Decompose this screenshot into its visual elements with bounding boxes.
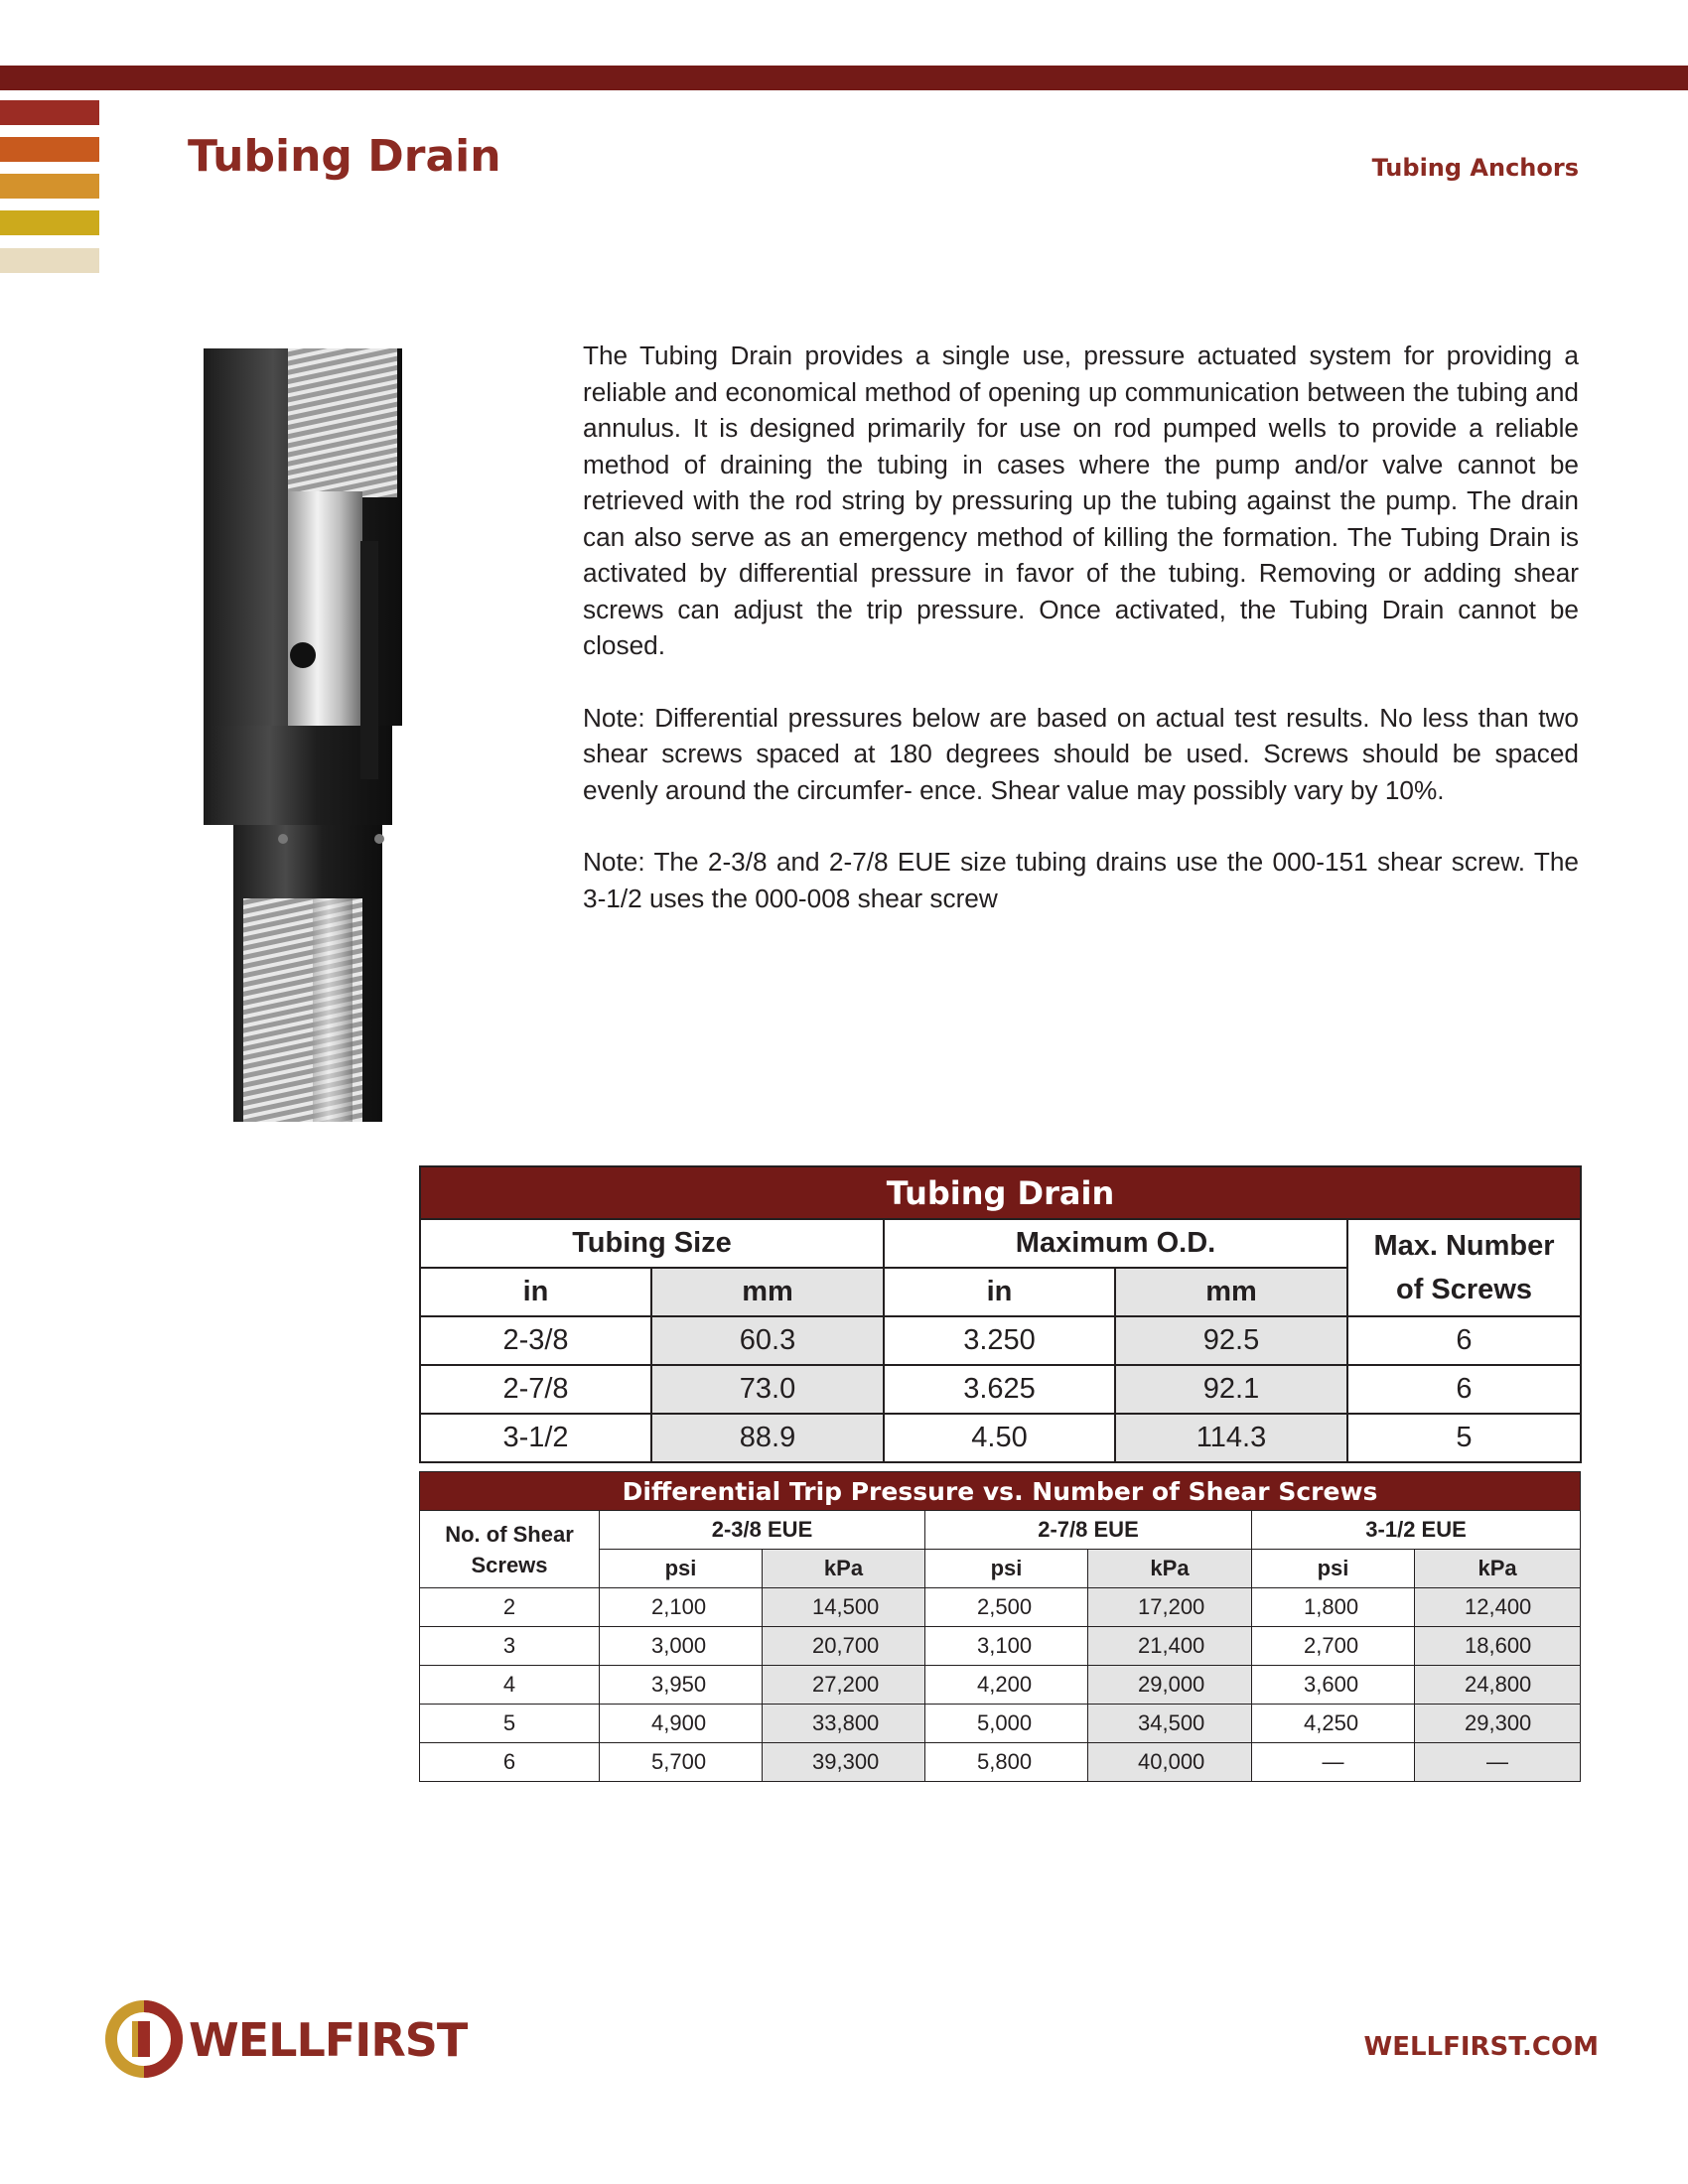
table-cell: 3.250	[884, 1316, 1115, 1365]
table-row	[420, 1365, 1581, 1414]
table-cell: 20,700	[763, 1627, 925, 1666]
brand-name: WELLFIRST	[189, 2013, 468, 2067]
table-row	[420, 1627, 1581, 1666]
table-cell: 3,100	[925, 1627, 1088, 1666]
column-group-header: Tubing Size	[420, 1219, 884, 1268]
table-cell: 92.1	[1115, 1365, 1347, 1414]
color-swatch	[0, 100, 99, 125]
table-cell: 5	[1347, 1414, 1581, 1462]
color-swatch	[0, 248, 99, 273]
section-label: Tubing Anchors	[1371, 154, 1579, 182]
page-title: Tubing Drain	[188, 131, 501, 182]
spec-table	[419, 1165, 1582, 1463]
table-cell: 6	[1347, 1365, 1581, 1414]
unit-header: kPa	[763, 1550, 925, 1588]
table-cell: 27,200	[763, 1666, 925, 1705]
table-cell: 33,800	[763, 1705, 925, 1743]
table-cell: 17,200	[1088, 1588, 1252, 1627]
table-cell: 6	[420, 1743, 600, 1782]
column-group-header: Maximum O.D.	[884, 1219, 1347, 1268]
table-cell: 24,800	[1415, 1666, 1581, 1705]
column-group-header: 2-3/8 EUE	[600, 1511, 925, 1550]
table-row	[420, 1743, 1581, 1782]
paragraph: Note: Differential pressures below are based on actual test results. No less than two shear screws spaced at 180 degrees should be used. Screws should be spaced evenly around the circumfer- ence. Shear value may possibly vary by 10%.	[583, 702, 1579, 805]
wellfirst-logo-icon	[104, 1999, 184, 2079]
table-cell: 3,950	[600, 1666, 763, 1705]
table-cell: 73.0	[651, 1365, 884, 1414]
table-cell: 18,600	[1415, 1627, 1581, 1666]
table-cell: 3,000	[600, 1627, 763, 1666]
unit-header: psi	[600, 1550, 763, 1588]
unit-header: mm	[651, 1268, 884, 1316]
color-swatch	[0, 210, 99, 235]
table-cell: 5	[420, 1705, 600, 1743]
table-cell: 12,400	[1415, 1588, 1581, 1627]
table-cell: 114.3	[1115, 1414, 1347, 1462]
table-cell: 5,700	[600, 1743, 763, 1782]
column-group-header: 3-1/2 EUE	[1252, 1511, 1581, 1550]
table-cell: 3,600	[1252, 1666, 1415, 1705]
color-swatch	[0, 174, 99, 199]
table-cell: —	[1415, 1743, 1581, 1782]
table-row	[420, 1705, 1581, 1743]
table-row	[420, 1316, 1581, 1365]
table-cell: 4,250	[1252, 1705, 1415, 1743]
table-cell: 6	[1347, 1316, 1581, 1365]
table-cell: 29,300	[1415, 1705, 1581, 1743]
table-cell: 2,700	[1252, 1627, 1415, 1666]
table-cell: 3	[420, 1627, 600, 1666]
table-cell: 2,100	[600, 1588, 763, 1627]
table-cell: 2-3/8	[420, 1316, 651, 1365]
table-cell: 5,800	[925, 1743, 1088, 1782]
table-cell: 21,400	[1088, 1627, 1252, 1666]
color-swatch	[0, 137, 99, 162]
paragraph: Note: The 2-3/8 and 2-7/8 EUE size tubing drains use the 000-151 shear screw. The 3-1/2 uses the 000-008 shear screw	[583, 847, 1579, 913]
paragraph: The Tubing Drain provides a single use, pressure actuated system for providing a reliable and economical method of opening up communication between the tubing and annulus. It is designed primarily for use on rod pumped wells to provide a reliable method of draining the tubing in cases where the pump and/or valve cannot be retrieved with the rod string by pressuring up the tubing against the pump. The drain can also serve as an emergency method of killing the formation. The Tubing Drain is activated by differential pressure in favor of the tubing. Removing or adding shear screws can adjust the trip pressure. Once activated, the Tubing Drain cannot be closed.	[583, 341, 1579, 660]
table-row	[420, 1414, 1581, 1462]
table-cell: 4,900	[600, 1705, 763, 1743]
pressure-table	[419, 1471, 1581, 1782]
header-bar	[0, 66, 1688, 90]
unit-header: in	[420, 1268, 651, 1316]
unit-header: psi	[1252, 1550, 1415, 1588]
row-header: No. of Shear Screws	[420, 1511, 600, 1588]
table-cell: 60.3	[651, 1316, 884, 1365]
table-row	[420, 1666, 1581, 1705]
table-cell: 92.5	[1115, 1316, 1347, 1365]
table-cell: 14,500	[763, 1588, 925, 1627]
unit-header: psi	[925, 1550, 1088, 1588]
column-group-header: 2-7/8 EUE	[925, 1511, 1252, 1550]
table-cell: 4,200	[925, 1666, 1088, 1705]
unit-header: in	[884, 1268, 1115, 1316]
table-row	[420, 1588, 1581, 1627]
tubing-drain-image	[184, 342, 412, 1122]
unit-header: kPa	[1415, 1550, 1581, 1588]
table-cell: 88.9	[651, 1414, 884, 1462]
table-cell: 2,500	[925, 1588, 1088, 1627]
table-cell: 5,000	[925, 1705, 1088, 1743]
website-link[interactable]: WELLFIRST.COM	[1363, 2032, 1599, 2062]
table-cell: 40,000	[1088, 1743, 1252, 1782]
unit-header: mm	[1115, 1268, 1347, 1316]
table-cell: 3-1/2	[420, 1414, 651, 1462]
table-title: Tubing Drain	[420, 1166, 1581, 1219]
table-cell: 4.50	[884, 1414, 1115, 1462]
description	[583, 338, 1579, 952]
column-group-header: Max. Number of Screws	[1347, 1219, 1581, 1316]
table-cell: —	[1252, 1743, 1415, 1782]
table-cell: 39,300	[763, 1743, 925, 1782]
table-cell: 34,500	[1088, 1705, 1252, 1743]
unit-header: kPa	[1088, 1550, 1252, 1588]
table-cell: 2-7/8	[420, 1365, 651, 1414]
table-title: Differential Trip Pressure vs. Number of Shear Screws	[420, 1472, 1581, 1511]
table-cell: 1,800	[1252, 1588, 1415, 1627]
table-cell: 4	[420, 1666, 600, 1705]
table-cell: 3.625	[884, 1365, 1115, 1414]
table-cell: 2	[420, 1588, 600, 1627]
table-cell: 29,000	[1088, 1666, 1252, 1705]
